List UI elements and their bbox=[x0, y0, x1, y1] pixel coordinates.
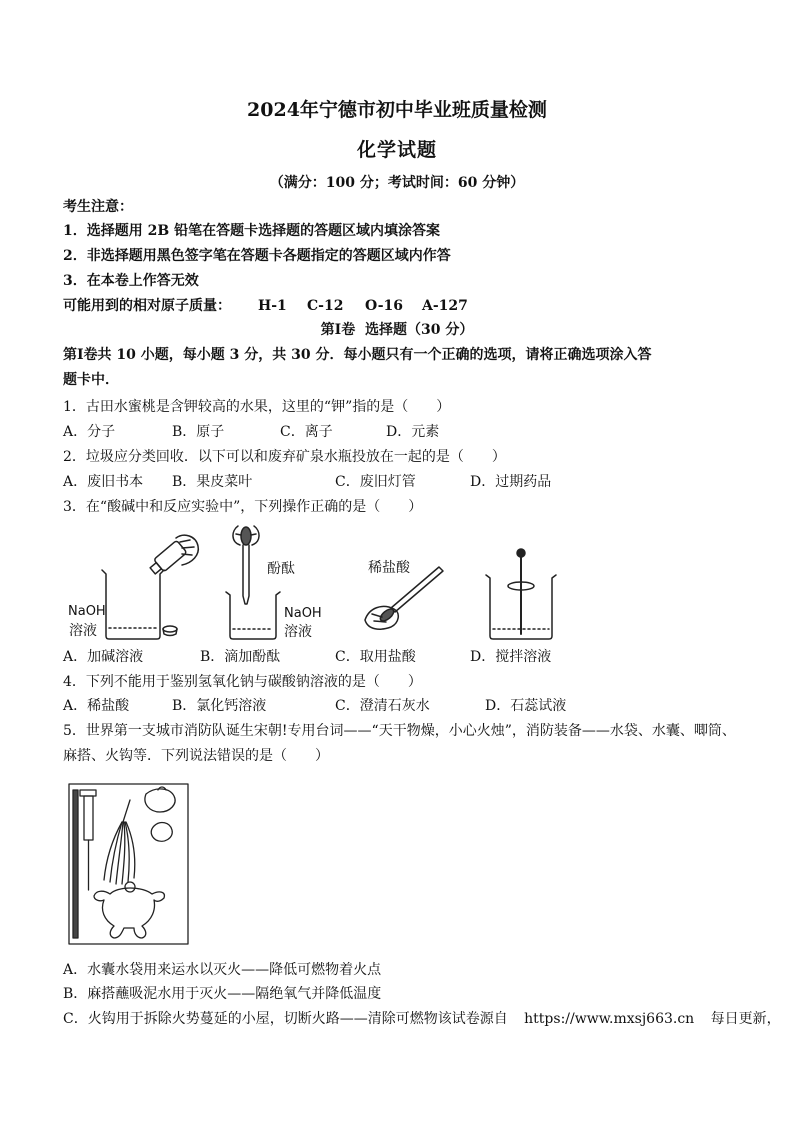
q3-option-d: D．搅拌溶液 bbox=[470, 649, 552, 665]
label-b-solution: 溶液 bbox=[284, 624, 312, 640]
atomic-mass-a: A-127 bbox=[422, 298, 468, 314]
mop-fire-beater bbox=[104, 800, 135, 884]
atomic-mass-o: O-16 bbox=[365, 298, 404, 314]
q2-option-d: D．过期药品 bbox=[470, 474, 552, 490]
small-water-bag bbox=[151, 823, 172, 842]
question-4-stem: 4．下列不能用于鉴别氢氧化钠与碳酸钠溶液的是（ ） bbox=[63, 674, 422, 690]
q3-option-c: C．取用盐酸 bbox=[335, 649, 416, 665]
q4-option-b: B．氯化钙溶液 bbox=[172, 698, 267, 714]
section-title: 第Ⅰ卷 选择题（30 分） bbox=[320, 322, 474, 338]
q1-option-d: D．元素 bbox=[386, 424, 440, 440]
atomic-mass-row bbox=[0, 296, 794, 316]
q5-option-b: B．麻搭蘸吸泥水用于灭火——隔绝氧气并降低温度 bbox=[63, 986, 382, 1002]
q4-option-a: A．稀盐酸 bbox=[63, 698, 130, 714]
question-5-stem-line-2: 麻搭、火钩等．下列说法错误的是（ ） bbox=[63, 748, 329, 764]
q2-option-a: A．废旧书本 bbox=[63, 474, 144, 490]
q3-option-a: A．加碱溶液 bbox=[63, 649, 144, 665]
q1-option-a: A．分子 bbox=[63, 424, 116, 440]
question-5-stem-line-1: 5．世界第一支城市消防队诞生宋朝!专用台词——“天干物燥，小心火烛”，消防装备——水袋、水囊、唧筒、 bbox=[63, 723, 736, 739]
large-water-bag bbox=[94, 888, 164, 938]
fire-hook-pole bbox=[73, 790, 78, 938]
figure-c-taking-acid bbox=[365, 559, 443, 629]
question-2-stem: 2．垃圾应分类回收．以下可以和废弃矿泉水瓶投放在一起的是（ ） bbox=[63, 449, 506, 465]
exam-subtitle: 化学试题 bbox=[356, 139, 437, 161]
question-3-stem: 3．在“酸碱中和反应实验中”，下列操作正确的是（ ） bbox=[63, 499, 423, 515]
question-1-options bbox=[0, 422, 794, 442]
notice-item-1: 1．选择题用 2B 铅笔在答题卡选择题的答题区域内填涂答案 bbox=[63, 223, 441, 239]
bottle-stopper-a bbox=[163, 626, 177, 636]
q5-option-a: A．水囊水袋用来运水以灭火——降低可燃物着火点 bbox=[63, 962, 382, 978]
atomic-mass-h: H-1 bbox=[258, 298, 287, 314]
label-b-indicator: 酚酞 bbox=[267, 561, 295, 577]
label-a-naoh: NaOH bbox=[68, 604, 106, 619]
atomic-mass-label: 可能用到的相对原子质量： bbox=[63, 298, 231, 314]
atomic-mass-c: C-12 bbox=[307, 298, 344, 314]
water-bladder bbox=[145, 787, 175, 812]
notice-heading: 考生注意： bbox=[63, 199, 133, 215]
notice-item-2: 2．非选择题用黑色签字笔在答题卡各题指定的答题区域内作答 bbox=[63, 248, 451, 264]
dropper-tube-b bbox=[243, 545, 249, 604]
dropper-bulb-b bbox=[241, 527, 251, 545]
exam-info: （满分：100 分；考试时间：60 分钟） bbox=[269, 175, 525, 191]
q3-option-b: B．滴加酚酞 bbox=[200, 649, 281, 665]
notice-item-3: 3．在本卷上作答无效 bbox=[63, 273, 199, 289]
beaker-b bbox=[226, 592, 280, 639]
q5-figure-fire-equipment bbox=[66, 780, 192, 948]
hand-a bbox=[176, 535, 198, 565]
water-bag-head bbox=[125, 882, 135, 892]
section-instructions-line-1: 第Ⅰ卷共 10 小题，每小题 3 分，共 30 分．每小题只有一个正确的选项，请将正确选项涂入答 bbox=[63, 347, 652, 363]
question-1-stem: 1．古田水蜜桃是含钾较高的水果，这里的“钾”指的是（ ） bbox=[63, 399, 451, 415]
glass-rod-d-tip bbox=[517, 549, 525, 557]
figure-a-adding-base bbox=[68, 535, 198, 639]
label-c-acid: 稀盐酸 bbox=[368, 560, 410, 576]
reagent-bottle-a bbox=[148, 540, 187, 577]
exam-title: 2024年宁德市初中毕业班质量检测 bbox=[247, 99, 547, 121]
q5-option-c: C．火钩用于拆除火势蔓延的小屋，切断火路——清除可燃物该试卷源自 https://www.mxsj663.cn 每日更新， bbox=[63, 1011, 781, 1027]
q1-option-b: B．原子 bbox=[172, 424, 225, 440]
q1-option-c: C．离子 bbox=[280, 424, 333, 440]
q2-option-b: B．果皮菜叶 bbox=[172, 474, 253, 490]
water-pump-tube bbox=[80, 790, 96, 890]
question-3-options bbox=[0, 647, 794, 667]
figure-b-adding-indicator bbox=[226, 526, 322, 640]
question-4-options bbox=[0, 696, 794, 716]
q3-figure bbox=[60, 518, 580, 650]
q4-option-c: C．澄清石灰水 bbox=[335, 698, 430, 714]
figure-d-stirring bbox=[486, 549, 556, 639]
q4-option-d: D．石蕊试液 bbox=[485, 698, 567, 714]
q2-option-c: C．废旧灯管 bbox=[335, 474, 416, 490]
label-a-solution: 溶液 bbox=[69, 623, 97, 639]
section-instructions-line-2: 题卡中． bbox=[63, 372, 119, 388]
question-2-options bbox=[0, 472, 794, 492]
label-b-naoh: NaOH bbox=[284, 606, 322, 621]
